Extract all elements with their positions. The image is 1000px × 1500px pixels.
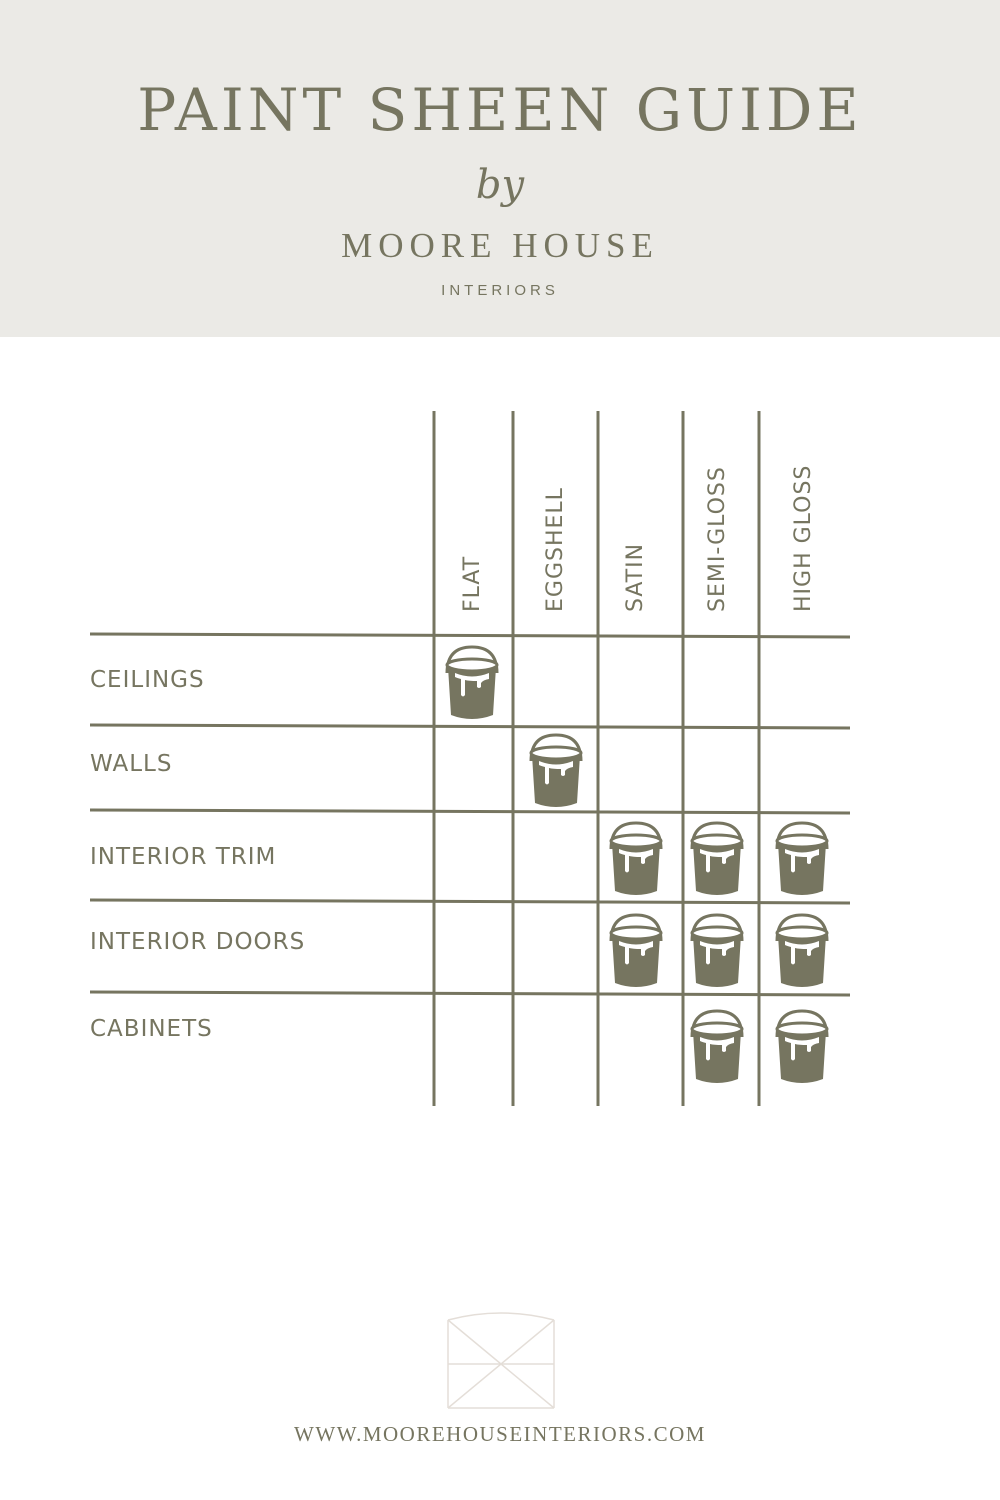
row-label-interior-trim: INTERIOR TRIM (90, 844, 277, 870)
paint-can-icon (607, 911, 665, 996)
row-label-cabinets: CABINETS (90, 1016, 213, 1042)
paint-can-icon (773, 911, 831, 996)
paint-can-icon (773, 1007, 831, 1092)
paint-can-icon (607, 819, 665, 904)
row-label-ceilings: CEILINGS (90, 667, 205, 693)
brand-subtitle: INTERIORS (441, 282, 559, 299)
row-label-walls: WALLS (90, 751, 173, 777)
paint-can-icon (773, 819, 831, 904)
paint-can-icon (688, 1007, 746, 1092)
column-header-satin: SATIN (623, 542, 648, 612)
grid-row-line (90, 634, 850, 637)
paint-can-icon (443, 643, 501, 728)
page-title: PAINT SHEEN GUIDE (137, 76, 863, 144)
row-label-interior-doors: INTERIOR DOORS (90, 929, 306, 955)
website-url: WWW.MOOREHOUSEINTERIORS.COM (294, 1422, 706, 1446)
by-script: by (475, 162, 525, 208)
column-header-high-gloss: HIGH GLOSS (791, 464, 816, 612)
paint-can-icon (527, 731, 585, 816)
paint-can-icon (688, 911, 746, 996)
monogram-logo-icon (446, 1310, 556, 1410)
brand-name: MOORE HOUSE (341, 226, 659, 265)
column-header-flat: FLAT (460, 555, 485, 612)
grid-row-line (90, 810, 850, 813)
column-header-semi-gloss: SEMI-GLOSS (705, 466, 730, 612)
column-header-eggshell: EGGSHELL (543, 487, 568, 612)
paint-can-icon (688, 819, 746, 904)
